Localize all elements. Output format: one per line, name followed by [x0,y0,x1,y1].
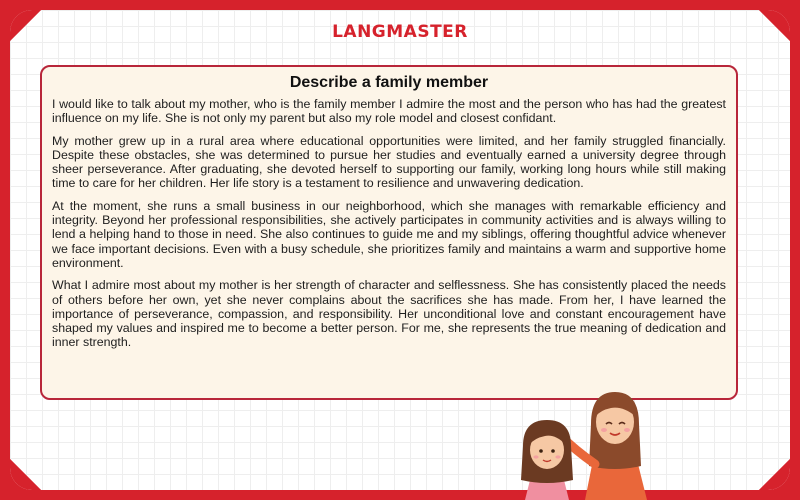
essay-card [40,65,738,400]
paragraph-admiration: What I admire most about my mother is her strength of character and selflessness. She has consistently placed the needs of others before her own, yet she never complains about the sacrifices she has made. From her, I have learned the importance of perseverance, compassion, and responsibility. Her unconditional love and constant encouragement have shaped my values and inspired me to become a better person. For me, she represents the true meaning of dedication and inner strength. [52,278,726,350]
mother-daughter-illustration [485,380,695,500]
paragraph-present: At the moment, she runs a small business in our neighborhood, which she manages with remarkable efficiency and integrity. Beyond her professional responsibilities, she actively participates in community activities and is always willing to lend a helping hand to those in need. She also continues to guide me and my siblings, offering thoughtful advice whenever we face important decisions. Even with a busy schedule, she prioritizes family and maintains a warm and supportive home environment. [52,198,726,270]
corner-accent [10,459,41,490]
brand-logo: LANGMASTER [332,22,468,42]
paragraph-intro: I would like to talk about my mother, who is the family member I admire the most and the person who has had the greatest influence on my life. She is not only my parent but also my role model and closest confidant. [52,97,726,126]
essay-title: Describe a family member [289,74,489,91]
corner-accent [759,459,790,490]
paragraph-background: My mother grew up in a rural area where educational opportunities were limited, and her family struggled financially. Despite these obstacles, she was determined to pursue her studies and eventually earned a university degree through sheer perseverance. After graduating, she devoted herself to supporting our family, working long hours while still making time to care for her children. Her life story is a testament to resilience and unwavering dedication. [52,133,726,191]
